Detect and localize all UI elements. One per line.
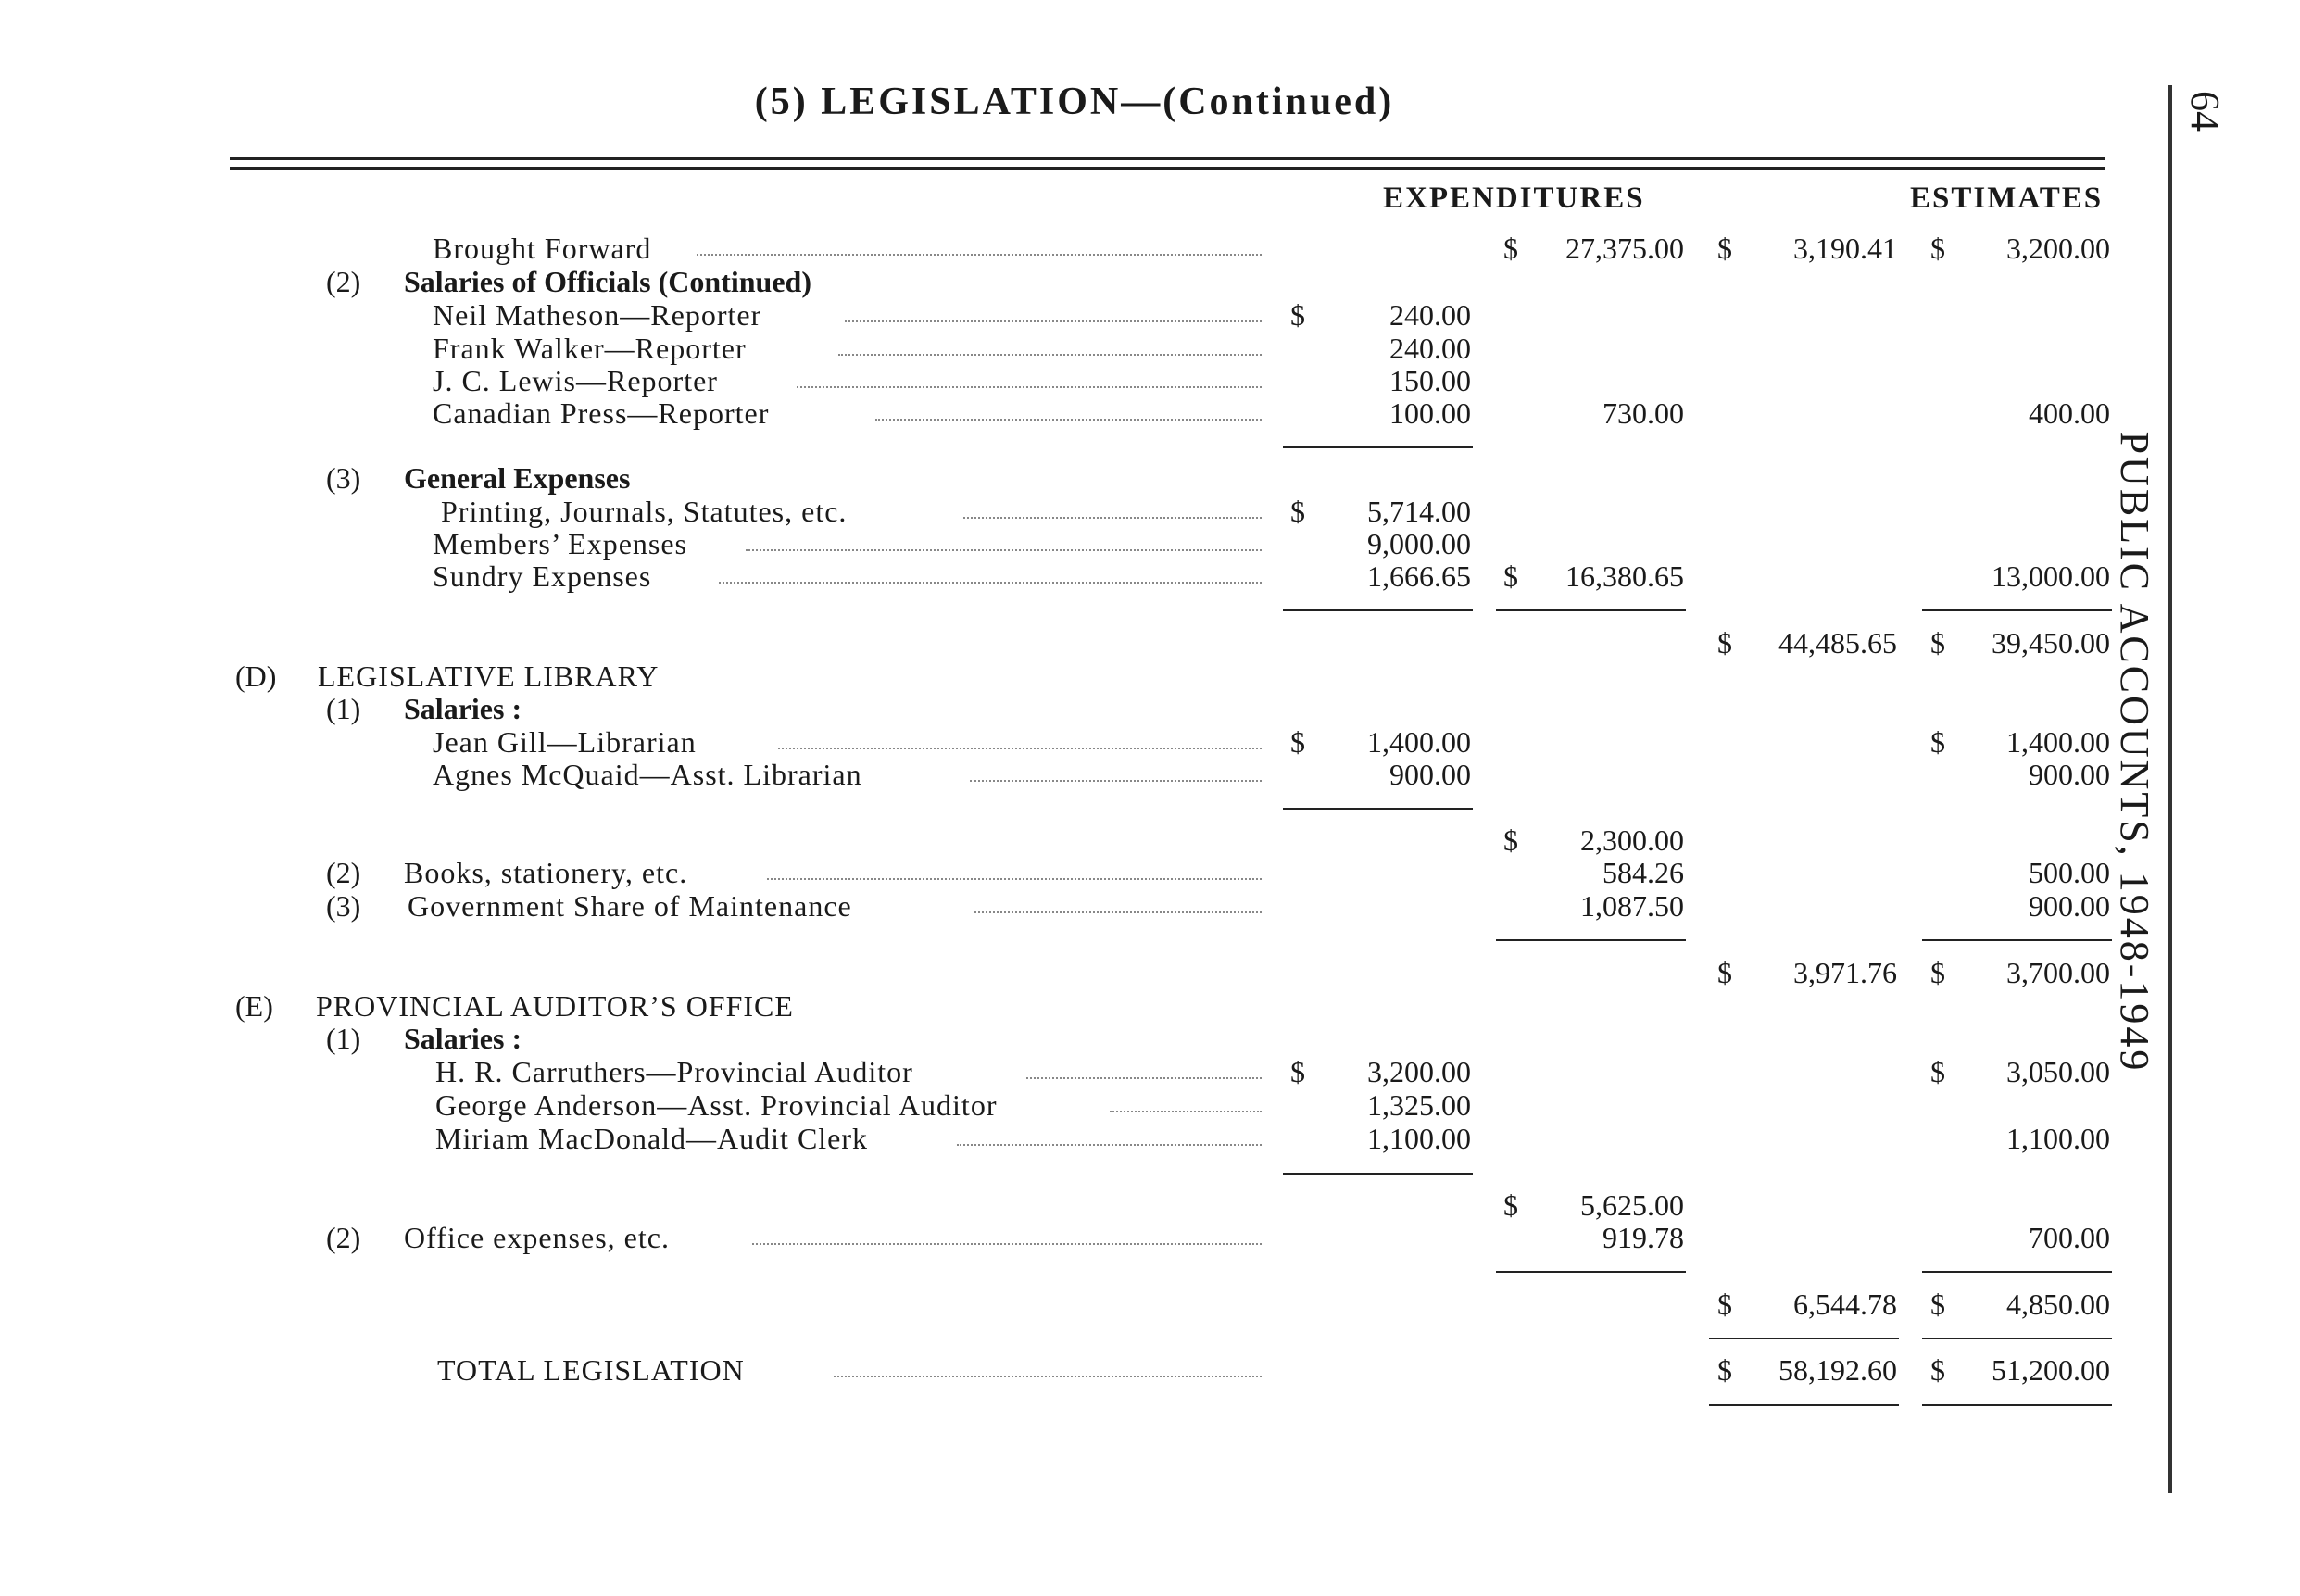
leader-dots [963, 495, 1262, 519]
subtotal-underline [1283, 1173, 1473, 1175]
col2-value: 919.78 [1602, 1221, 1684, 1254]
leader-dots [957, 1122, 1262, 1146]
row-label: Jean Gill—Librarian [433, 725, 697, 759]
dollar-sign: $ [1930, 1353, 1945, 1387]
col2-value: 2,300.00 [1580, 823, 1684, 857]
col4-value: 400.00 [2029, 396, 2110, 430]
table-row [0, 298, 2130, 332]
col3-value: 58,192.60 [1778, 1353, 1897, 1387]
leader-dots [970, 758, 1262, 782]
table-row [0, 725, 2130, 759]
col4-value: 900.00 [2029, 889, 2110, 923]
subtotal-underline [1496, 939, 1686, 941]
subtotal-underline [1496, 609, 1686, 611]
table-row [0, 989, 2130, 1023]
table-row [0, 461, 2130, 495]
table-row [0, 1353, 2130, 1387]
side-running-header: PUBLIC ACCOUNTS, 1948-1949 [2112, 431, 2157, 1074]
col4-value: 13,000.00 [1992, 559, 2110, 593]
table-row [0, 692, 2130, 725]
row-code: (1) [326, 1022, 361, 1055]
dollar-sign: $ [1930, 1055, 1945, 1088]
table-row [0, 1221, 2130, 1254]
dollar-sign: $ [1930, 626, 1945, 660]
total-label: TOTAL LEGISLATION [437, 1353, 745, 1387]
col1-value: 240.00 [1389, 332, 1471, 365]
col2-value: 1,087.50 [1580, 889, 1684, 923]
table-row [0, 856, 2130, 889]
col1-value: 9,000.00 [1367, 527, 1471, 560]
col4-value: 39,450.00 [1992, 626, 2110, 660]
table-row [0, 1022, 2130, 1055]
dollar-sign: $ [1290, 725, 1305, 759]
row-label: Canadian Press—Reporter [433, 396, 770, 430]
dollar-sign: $ [1503, 559, 1518, 593]
row-label: Office expenses, etc. [404, 1221, 670, 1254]
leader-dots [834, 1353, 1262, 1377]
table-row [0, 823, 2130, 857]
row-code: (3) [326, 461, 361, 495]
leader-dots [778, 725, 1262, 749]
col4-value: 500.00 [2029, 856, 2110, 889]
col1-value: 100.00 [1389, 396, 1471, 430]
leader-dots [697, 232, 1262, 256]
estimates-header: ESTIMATES [1910, 182, 2104, 215]
table-row [0, 495, 2130, 528]
col1-value: 3,200.00 [1367, 1055, 1471, 1088]
row-label: Salaries : [404, 1022, 522, 1055]
dollar-sign: $ [1717, 1288, 1732, 1321]
col3-value: 44,485.65 [1778, 626, 1897, 660]
table-row [0, 626, 2130, 660]
row-label: General Expenses [404, 461, 631, 495]
col4-value: 1,100.00 [2006, 1122, 2110, 1155]
col2-value: 5,625.00 [1580, 1188, 1684, 1222]
dollar-sign: $ [1503, 232, 1518, 265]
row-code: (2) [326, 1221, 361, 1254]
row-code: (1) [326, 692, 361, 725]
row-label: Brought Forward [433, 232, 652, 265]
dollar-sign: $ [1717, 626, 1732, 660]
table-row [0, 1088, 2130, 1122]
col4-value: 3,200.00 [2006, 232, 2110, 265]
col2-value: 16,380.65 [1565, 559, 1684, 593]
col4-value: 1,400.00 [2006, 725, 2110, 759]
subtotal-underline [1496, 1271, 1686, 1273]
table-row [0, 1188, 2130, 1222]
leader-dots [838, 332, 1262, 356]
table-row [0, 660, 2130, 693]
row-label: Frank Walker—Reporter [433, 332, 747, 365]
leader-dots [1026, 1055, 1262, 1079]
table-row [0, 758, 2130, 791]
section-code: (E) [235, 989, 273, 1023]
table-row [0, 265, 2130, 298]
col3-value: 3,971.76 [1793, 956, 1897, 989]
col1-value: 1,666.65 [1367, 559, 1471, 593]
leader-dots [797, 364, 1262, 388]
row-code: (2) [326, 265, 361, 298]
row-label: Agnes McQuaid—Asst. Librarian [433, 758, 862, 791]
dollar-sign: $ [1930, 1288, 1945, 1321]
row-label: Members’ Expenses [433, 527, 687, 560]
dollar-sign: $ [1290, 1055, 1305, 1088]
table-row [0, 364, 2130, 397]
row-label: Sundry Expenses [433, 559, 652, 593]
col2-value: 27,375.00 [1565, 232, 1684, 265]
page-edge-line [2168, 85, 2172, 1493]
dollar-sign: $ [1930, 956, 1945, 989]
leader-dots [974, 889, 1262, 913]
dollar-sign: $ [1930, 232, 1945, 265]
table-row [0, 1122, 2130, 1155]
section-title: PROVINCIAL AUDITOR’S OFFICE [316, 989, 794, 1023]
row-code: (2) [326, 856, 361, 889]
page-number: 64 [2182, 91, 2228, 132]
col4-value: 3,700.00 [2006, 956, 2110, 989]
table-row [0, 396, 2130, 430]
table-row [0, 527, 2130, 560]
leader-dots [719, 559, 1262, 584]
row-label: Salaries of Officials (Continued) [404, 265, 811, 298]
page-title: (5) LEGISLATION—(Continued) [754, 81, 1395, 123]
row-label: Government Share of Maintenance [408, 889, 852, 923]
dollar-sign: $ [1717, 232, 1732, 265]
dollar-sign: $ [1717, 956, 1732, 989]
col1-value: 1,100.00 [1367, 1122, 1471, 1155]
dollar-sign: $ [1717, 1353, 1732, 1387]
table-row [0, 559, 2130, 593]
col4-value: 51,200.00 [1992, 1353, 2110, 1387]
dollar-sign: $ [1290, 495, 1305, 528]
leader-dots [767, 856, 1262, 880]
header-rule-bottom [230, 167, 2105, 170]
row-label: George Anderson—Asst. Provincial Auditor [435, 1088, 998, 1122]
expenditures-header: EXPENDITURES [1383, 182, 1645, 215]
subtotal-underline [1283, 808, 1473, 810]
row-label: Miriam MacDonald—Audit Clerk [435, 1122, 869, 1155]
subtotal-underline [1709, 1338, 1899, 1339]
col2-value: 730.00 [1602, 396, 1684, 430]
col4-value: 4,850.00 [2006, 1288, 2110, 1321]
table-row [0, 889, 2130, 923]
table-row [0, 956, 2130, 989]
leader-dots [875, 396, 1262, 421]
dollar-sign: $ [1503, 823, 1518, 857]
table-row [0, 332, 2130, 365]
dollar-sign: $ [1290, 298, 1305, 332]
section-title: LEGISLATIVE LIBRARY [318, 660, 660, 693]
col1-value: 900.00 [1389, 758, 1471, 791]
leader-dots [746, 527, 1262, 551]
col4-value: 900.00 [2029, 758, 2110, 791]
dollar-sign: $ [1930, 725, 1945, 759]
total-underline [1922, 1404, 2112, 1406]
subtotal-underline [1283, 609, 1473, 611]
row-label: Salaries : [404, 692, 522, 725]
leader-dots [752, 1221, 1262, 1245]
subtotal-underline [1922, 939, 2112, 941]
header-rule-top [230, 157, 2105, 160]
dollar-sign: $ [1503, 1188, 1518, 1222]
subtotal-underline [1922, 1338, 2112, 1339]
col4-value: 700.00 [2029, 1221, 2110, 1254]
col1-value: 1,325.00 [1367, 1088, 1471, 1122]
row-label: Books, stationery, etc. [404, 856, 688, 889]
col1-value: 240.00 [1389, 298, 1471, 332]
total-underline [1709, 1404, 1899, 1406]
row-label: H. R. Carruthers—Provincial Auditor [435, 1055, 913, 1088]
col4-value: 3,050.00 [2006, 1055, 2110, 1088]
leader-dots [845, 298, 1262, 322]
section-code: (D) [235, 660, 277, 693]
table-row [0, 1288, 2130, 1321]
subtotal-underline [1283, 446, 1473, 448]
subtotal-underline [1922, 1271, 2112, 1273]
row-label: Printing, Journals, Statutes, etc. [441, 495, 848, 528]
col2-value: 584.26 [1602, 856, 1684, 889]
col3-value: 6,544.78 [1793, 1288, 1897, 1321]
leader-dots [1110, 1088, 1262, 1112]
subtotal-underline [1922, 609, 2112, 611]
row-label: J. C. Lewis—Reporter [433, 364, 718, 397]
row-label: Neil Matheson—Reporter [433, 298, 762, 332]
table-row [0, 232, 2130, 265]
col3-value: 3,190.41 [1793, 232, 1897, 265]
col1-value: 5,714.00 [1367, 495, 1471, 528]
row-code: (3) [326, 889, 361, 923]
col1-value: 150.00 [1389, 364, 1471, 397]
col1-value: 1,400.00 [1367, 725, 1471, 759]
table-row [0, 1055, 2130, 1088]
